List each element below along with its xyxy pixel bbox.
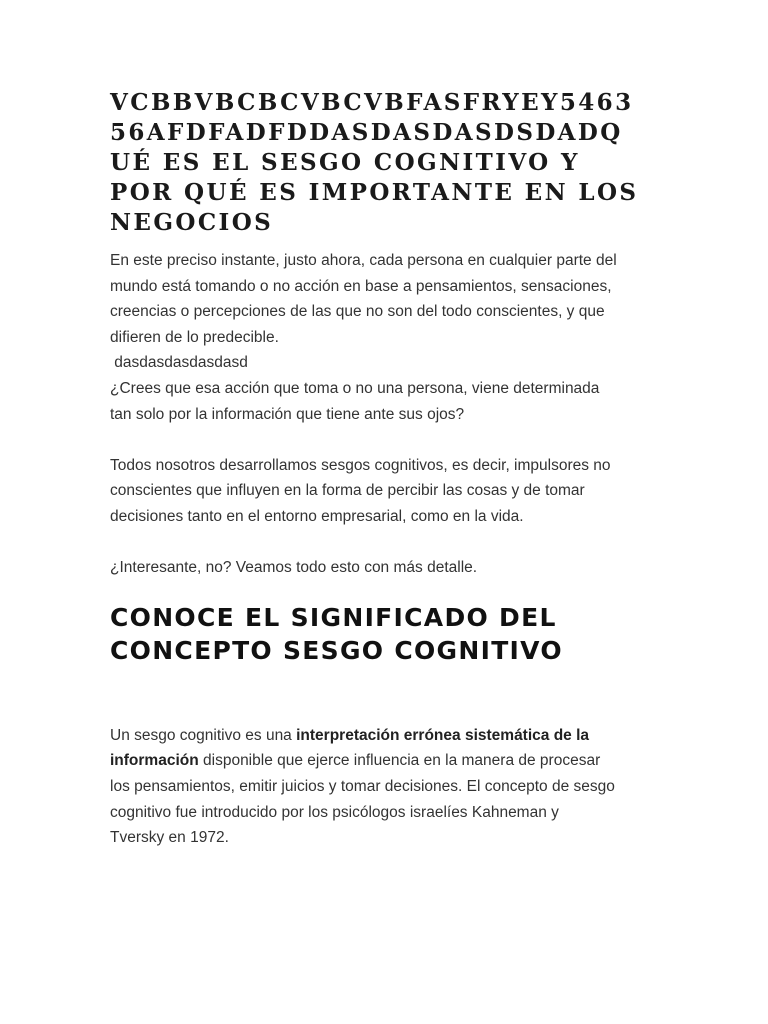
text-line: creencias o percepciones de las que no son del todo conscientes, y que — [110, 303, 605, 321]
cognitive-bias-paragraph — [110, 453, 662, 530]
bold-text: interpretación errónea sistemática de la — [296, 726, 590, 744]
title-line: VCBBVBCBCVBCVBFASFRYEY5463 — [110, 89, 634, 116]
title-line: UÉ ES EL SESGO COGNITIVO Y — [110, 149, 580, 176]
title-line: NEGOCIOS — [110, 209, 274, 236]
text-line: decisiones tanto en el entorno empresarial, como en la vida. — [110, 507, 524, 525]
text-line: mundo está tomando o no acción en base a pensamientos, sensaciones, — [110, 277, 612, 295]
text-run: Un sesgo cognitivo es una — [110, 726, 297, 744]
text-run: disponible que ejerce influencia en la manera de procesar — [198, 752, 601, 770]
text-line: conscientes que influyen en la forma de percibir las cosas y de tomar — [110, 482, 585, 500]
section-heading — [110, 601, 662, 667]
text-line: Todos nosotros desarrollamos sesgos cognitivos, es decir, impulsores no — [110, 456, 611, 474]
text-line: En este preciso instante, justo ahora, cada persona en cualquier parte del — [110, 252, 617, 269]
document-page — [110, 88, 662, 851]
intro-paragraph — [110, 248, 662, 427]
title-line: 56AFDFADFDDASDASDASDSDADQ — [110, 119, 623, 146]
text-line: ¿Interesante, no? Veamos todo esto con más detalle. — [110, 559, 478, 577]
text-line — [110, 748, 662, 774]
heading-line: CONCEPTO SESGO COGNITIVO — [110, 635, 563, 665]
text-line: Tversky en 1972. — [110, 829, 229, 847]
text-line: ¿Crees que esa acción que toma o no una persona, viene determinada — [110, 379, 600, 397]
question-paragraph — [110, 555, 662, 581]
text-line: difieren de lo predecible. — [110, 328, 279, 346]
text-line — [110, 723, 662, 749]
filler-text: dasdasdasdasdasd — [110, 354, 248, 372]
text-line: cognitivo fue introducido por los psicólogos israelíes Kahneman y — [110, 803, 559, 821]
text-line: tan solo por la información que tiene ante sus ojos? — [110, 405, 465, 423]
definition-paragraph — [110, 723, 662, 851]
bold-text: información — [110, 752, 199, 770]
page-title — [110, 88, 662, 238]
title-line: POR QUÉ ES IMPORTANTE EN LOS — [110, 179, 639, 206]
text-line: los pensamientos, emitir juicios y tomar decisiones. El concepto de sesgo — [110, 777, 615, 795]
heading-line: CONOCE EL SIGNIFICADO DEL — [110, 602, 557, 632]
